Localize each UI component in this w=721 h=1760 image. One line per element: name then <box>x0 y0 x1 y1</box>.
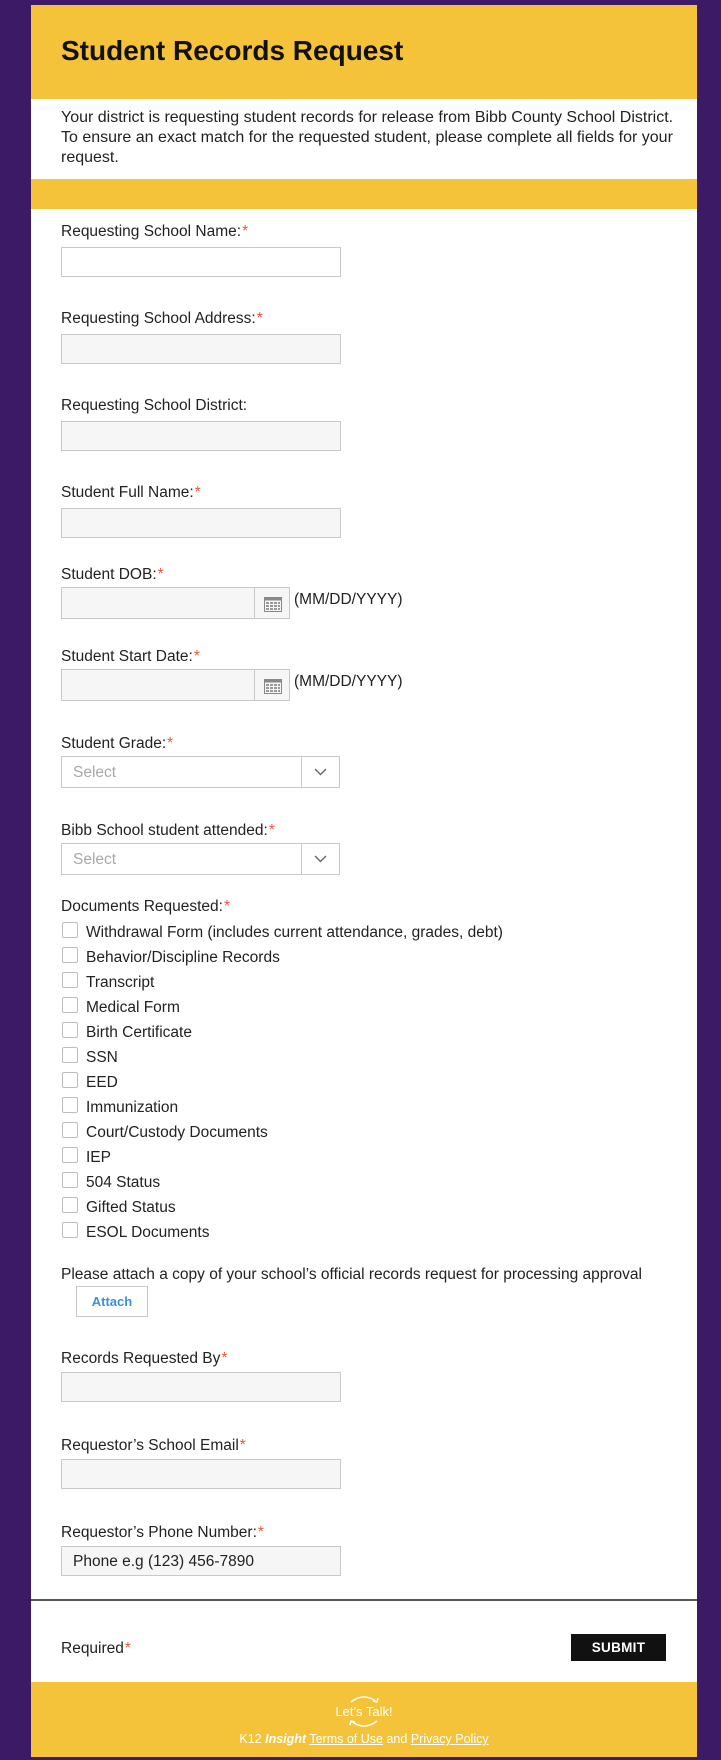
school-address-input[interactable] <box>61 334 341 364</box>
email-input[interactable] <box>61 1459 341 1489</box>
bibb-school-select-placeholder: Select <box>73 851 117 868</box>
attach-button[interactable]: Attach <box>76 1286 148 1317</box>
checkbox[interactable] <box>62 1222 78 1238</box>
grade-select-placeholder: Select <box>73 764 117 781</box>
student-dob-label: Student DOB:* <box>61 566 164 583</box>
checkbox[interactable] <box>62 1122 78 1138</box>
checkbox[interactable] <box>62 947 78 963</box>
records-by-input[interactable] <box>61 1372 341 1402</box>
school-address-label: Requesting School Address:* <box>61 310 263 327</box>
grade-dropdown-toggle[interactable] <box>301 757 339 787</box>
start-date-calendar-button[interactable] <box>254 669 290 701</box>
required-marker: * <box>239 1437 246 1454</box>
checkbox[interactable] <box>62 1147 78 1163</box>
student-name-input[interactable] <box>61 508 341 538</box>
privacy-link[interactable]: Privacy Policy <box>410 1732 489 1746</box>
school-district-input[interactable] <box>61 421 341 451</box>
required-marker: * <box>257 1524 264 1541</box>
dob-calendar-button[interactable] <box>254 587 290 619</box>
required-marker: * <box>124 1640 131 1657</box>
required-marker: * <box>242 223 249 240</box>
student-name-label: Student Full Name:* <box>61 484 201 501</box>
grade-select[interactable] <box>61 756 340 788</box>
start-date-format-hint: (MM/DD/YYYY) <box>294 673 403 690</box>
required-marker: * <box>193 648 200 665</box>
checkbox[interactable] <box>62 922 78 938</box>
required-marker: * <box>256 310 263 327</box>
terms-link[interactable]: Terms of Use <box>309 1732 383 1746</box>
footer <box>31 1682 697 1757</box>
checkbox[interactable] <box>62 972 78 988</box>
start-date-label: Student Start Date:* <box>61 648 200 665</box>
attach-note: Please attach a copy of your school’s official records request for processing approval <box>61 1266 642 1283</box>
bibb-school-label: Bibb School student attended:* <box>61 822 275 839</box>
section-band <box>31 179 697 209</box>
calendar-icon <box>264 595 282 612</box>
lets-talk-logo[interactable]: Let’s Talk! <box>31 1694 697 1729</box>
form-intro: Your district is requesting student records for release from Bibb County School District. To ensure an exact match for the requested student, please complete all fields for your request. <box>61 109 674 166</box>
checkbox[interactable] <box>62 1172 78 1188</box>
chevron-down-icon <box>314 855 327 863</box>
submit-button[interactable]: SUBMIT <box>571 1634 666 1661</box>
documents-label: Documents Requested:* <box>61 898 231 915</box>
student-dob-input[interactable] <box>61 587 285 619</box>
required-marker: * <box>221 1350 228 1367</box>
school-district-label: Requesting School District: <box>61 397 248 414</box>
calendar-icon <box>264 677 282 694</box>
checkbox[interactable] <box>62 1097 78 1113</box>
dob-format-hint: (MM/DD/YYYY) <box>294 591 403 608</box>
form-card: Student Records Request Your district is requesting student records for release from Bibb County School District. To ensure an exact match for the requested student, please complete all fields for your request. Requesting School Name:* Requesting School Address:* Requesting School District: Student Full Name:* Student DOB:* (MM/DD/YYYY) Student Start Date:* (MM/DD/YYYY) Student Grade:* Select Bibb School student attended:* Select Documents Requested:* Withdrawal Form (includes current attendance, grades, debt) Behavior/Discipline Records Transcript Medical Form Birth Certificate SSN EED Immunization Court/Custody Documents IEP 504 Status Gifted Status ESOL Documents Please attach a copy of your school’s official records request for processing approval Attach Records Requested By* Requestor’s School Email* Requestor’s Phone Number:* Phone e.g (123) 456-7890 Required* SUBMIT Let’s Talk! K12 Insight Terms of Use and Privacy Policy <box>31 5 697 1757</box>
phone-placeholder: Phone e.g (123) 456-7890 <box>73 1553 254 1570</box>
school-name-label: Requesting School Name:* <box>61 223 249 240</box>
form-header <box>31 5 697 99</box>
required-marker: * <box>194 484 201 501</box>
phone-input[interactable] <box>61 1546 341 1576</box>
required-marker: * <box>268 822 275 839</box>
school-name-input[interactable] <box>61 247 341 277</box>
page-title: Student Records Request <box>61 35 404 66</box>
divider <box>31 1599 697 1601</box>
checkbox[interactable] <box>62 1022 78 1038</box>
phone-label: Requestor’s Phone Number:* <box>61 1524 264 1541</box>
records-by-label: Records Requested By* <box>61 1350 228 1367</box>
speech-arrows-icon <box>347 1694 381 1704</box>
start-date-input[interactable] <box>61 669 285 701</box>
required-marker: * <box>167 735 174 752</box>
speech-arrows-icon <box>347 1719 381 1729</box>
required-note: Required* <box>61 1640 131 1657</box>
chevron-down-icon <box>314 768 327 776</box>
checkbox[interactable] <box>62 1047 78 1063</box>
grade-label: Student Grade:* <box>61 735 174 752</box>
email-label: Requestor’s School Email* <box>61 1437 246 1454</box>
required-marker: * <box>223 898 231 915</box>
footer-links: K12 Insight Terms of Use and Privacy Policy <box>239 1732 489 1746</box>
checkbox[interactable] <box>62 1197 78 1213</box>
required-marker: * <box>157 566 164 583</box>
checkbox[interactable] <box>62 997 78 1013</box>
bibb-school-dropdown-toggle[interactable] <box>301 844 339 874</box>
bibb-school-select[interactable] <box>61 843 340 875</box>
checkbox[interactable] <box>62 1072 78 1088</box>
